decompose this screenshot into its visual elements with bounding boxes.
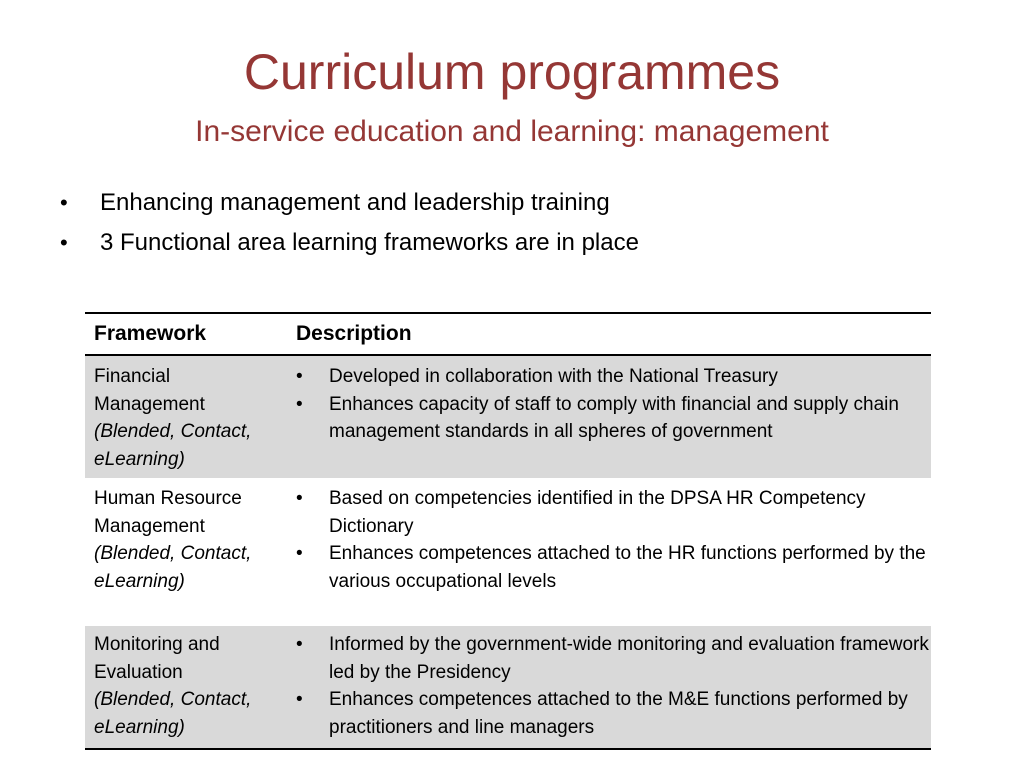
bullet-dot-icon: •: [60, 230, 68, 255]
description-item: [296, 631, 931, 686]
bullet-dot-icon: •: [296, 393, 303, 415]
table-header-row: [85, 314, 931, 356]
framework-name: Human Resource: [94, 488, 242, 509]
bullet-dot-icon: •: [296, 488, 303, 509]
framework-modes: eLearning): [94, 716, 185, 738]
description-text: Enhances capacity of staff to comply with financial and supply chain management standards in all spheres of government: [329, 393, 899, 442]
description-list: [296, 363, 931, 446]
description-item: [296, 485, 931, 540]
framework-cell: [85, 363, 296, 478]
framework-name: Evaluation: [94, 661, 183, 683]
description-item: [296, 686, 931, 741]
framework-name: Management: [94, 515, 205, 537]
table-row: [85, 356, 931, 478]
framework-modes: (Blended, Contact,: [94, 421, 252, 442]
slide-title: Curriculum programmes: [243, 44, 781, 100]
description-text: Enhances competences attached to the HR functions performed by the various occupational levels: [329, 543, 926, 592]
header-description: Description: [296, 322, 412, 345]
description-cell: [296, 631, 931, 748]
framework-name: Monitoring and: [94, 634, 220, 655]
table-row: [85, 478, 931, 626]
framework-table: [85, 312, 931, 750]
framework-cell: [85, 485, 296, 626]
bullet-item: [56, 183, 956, 223]
framework-modes: (Blended, Contact,: [94, 543, 252, 564]
table-row: [85, 626, 931, 748]
bullet-list: [56, 183, 956, 263]
description-item: [296, 540, 931, 595]
framework-modes: (Blended, Contact,: [94, 689, 252, 710]
description-cell: [296, 363, 931, 478]
header-framework: Framework: [94, 322, 207, 345]
bullet-dot-icon: •: [296, 634, 303, 655]
slide-subtitle: In-service education and learning: management: [195, 115, 829, 148]
bullet-text: Enhancing management and leadership training: [100, 189, 610, 216]
framework-modes: eLearning): [94, 570, 185, 592]
framework-name: Management: [94, 393, 205, 415]
description-list: [296, 485, 931, 595]
description-list: [296, 631, 931, 741]
description-text: Informed by the government-wide monitoring and evaluation framework led by the Presidency: [329, 634, 929, 683]
description-text: Enhances competences attached to the M&E functions performed by practitioners and line managers: [329, 689, 908, 738]
framework-cell: [85, 631, 296, 748]
framework-modes: eLearning): [94, 448, 185, 470]
bullet-text: 3 Functional area learning frameworks are in place: [100, 229, 639, 256]
bullet-dot-icon: •: [296, 543, 303, 564]
bullet-dot-icon: •: [296, 366, 303, 387]
bullet-dot-icon: •: [60, 190, 68, 215]
description-cell: [296, 485, 931, 626]
bullet-item: [56, 223, 956, 263]
description-item: [296, 391, 931, 446]
description-text: Based on competencies identified in the DPSA HR Competency Dictionary: [329, 488, 866, 537]
framework-name: Financial: [94, 366, 171, 387]
description-item: [296, 363, 931, 391]
description-text: Developed in collaboration with the National Treasury: [329, 366, 778, 387]
bullet-dot-icon: •: [296, 689, 303, 710]
